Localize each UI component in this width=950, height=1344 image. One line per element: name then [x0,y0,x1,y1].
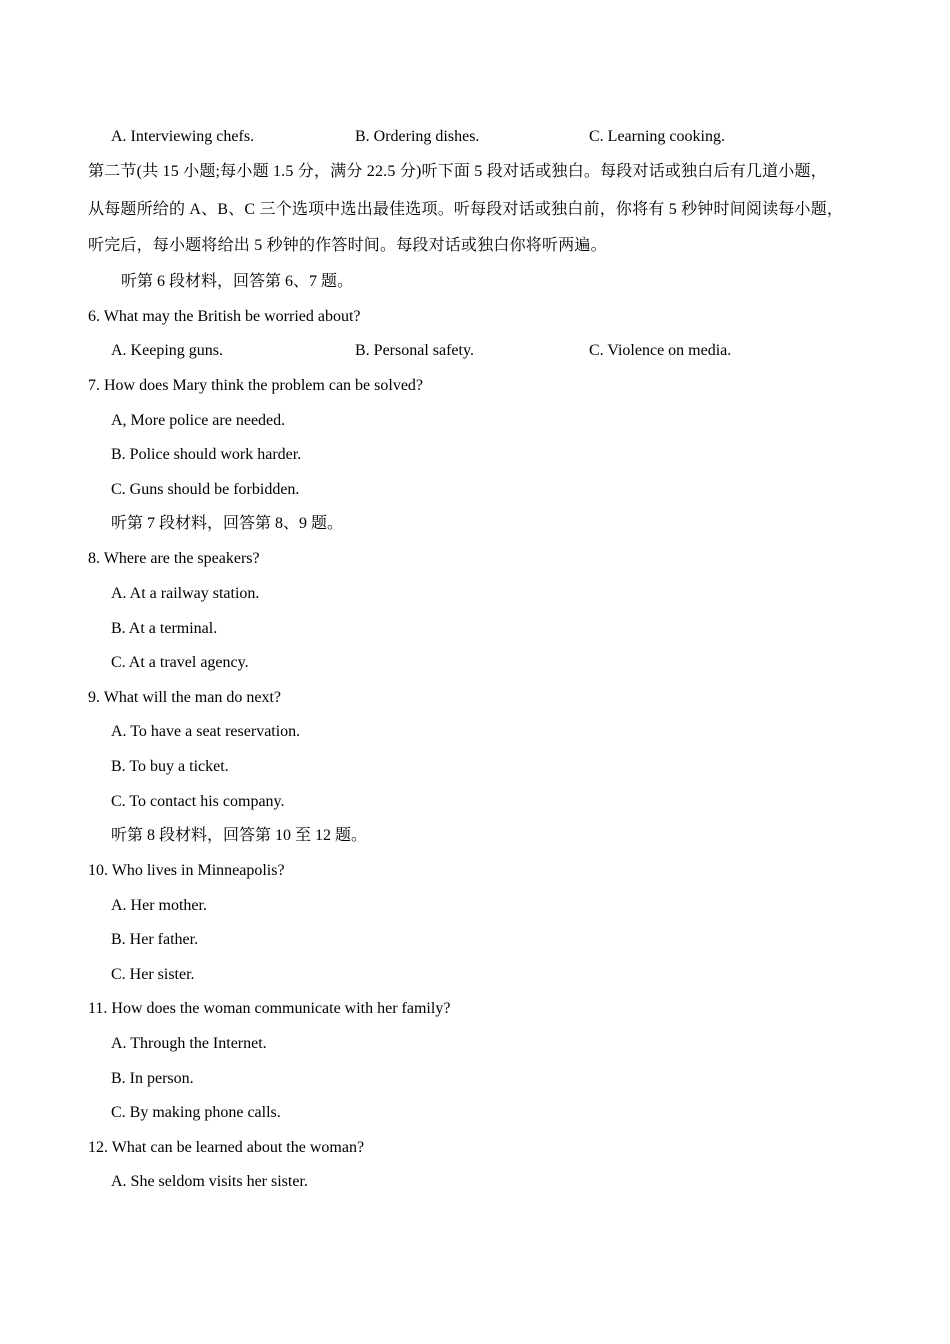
q12-option-a: A. She seldom visits her sister. [111,1173,308,1190]
q10-option-b: B. Her father. [111,931,199,948]
q10-option-c: C. Her sister. [111,966,195,983]
q6-option-b: B. Personal safety. [355,342,474,359]
q5-option-b: B. Ordering dishes. [355,128,480,145]
q10-question: 10. Who lives in Minneapolis? [88,862,285,879]
q12-question: 12. What can be learned about the woman? [88,1139,365,1156]
q11-option-a: A. Through the Internet. [111,1035,267,1052]
q6-question: 6. What may the British be worried about? [88,308,361,325]
q9-option-a: A. To have a seat reservation. [111,723,301,740]
q6-option-a: A. Keeping guns. [111,342,223,359]
q9-option-c: C. To contact his company. [111,793,285,810]
q6-option-c: C. Violence on media. [589,342,732,359]
q9-option-b: B. To buy a ticket. [111,758,229,775]
q8-option-b: B. At a terminal. [111,620,218,637]
q8-option-c: C. At a travel agency. [111,654,249,671]
q7-option-c: C. Guns should be forbidden. [111,481,300,498]
section2-instructions-line3: 听完后，每小题将给出 5 秒钟的作答时间。每段对话或独白你将听两遍。 [88,237,607,254]
q8-option-a: A. At a railway station. [111,585,260,602]
q7-option-a: A, More police are needed. [111,412,286,429]
q8-question: 8. Where are the speakers? [88,550,260,567]
q7-question: 7. How does Mary think the problem can be solved? [88,377,424,394]
q7-option-b: B. Police should work harder. [111,446,302,463]
section2-instructions-line1: 第二节(共 15 小题;每小题 1.5 分，满分 22.5 分)听下面 5 段对话或独白。每段对话或独白后有几道小题， [88,163,827,180]
q5-option-a: A. Interviewing chefs. [111,128,255,145]
section2-instructions-line2: 从每题所给的 A、B、C 三个选项中选出最佳选项。听每段对话或独白前，你将有 5 秒钟时间阅读每小题， [88,201,844,218]
q5-option-c: C. Learning cooking. [589,128,725,145]
material-7-heading: 听第 7 段材料，回答第 8、9 题。 [111,515,344,532]
material-6-heading: 听第 6 段材料，回答第 6、7 题。 [121,273,354,290]
material-8-heading: 听第 8 段材料，回答第 10 至 12 题。 [111,827,368,844]
q5-options-row [0,127,950,147]
q6-options-row [0,341,950,361]
q11-option-c: C. By making phone calls. [111,1104,281,1121]
q11-question: 11. How does the woman communicate with her family? [88,1000,451,1017]
q9-question: 9. What will the man do next? [88,689,281,706]
q10-option-a: A. Her mother. [111,897,207,914]
q11-option-b: B. In person. [111,1070,194,1087]
